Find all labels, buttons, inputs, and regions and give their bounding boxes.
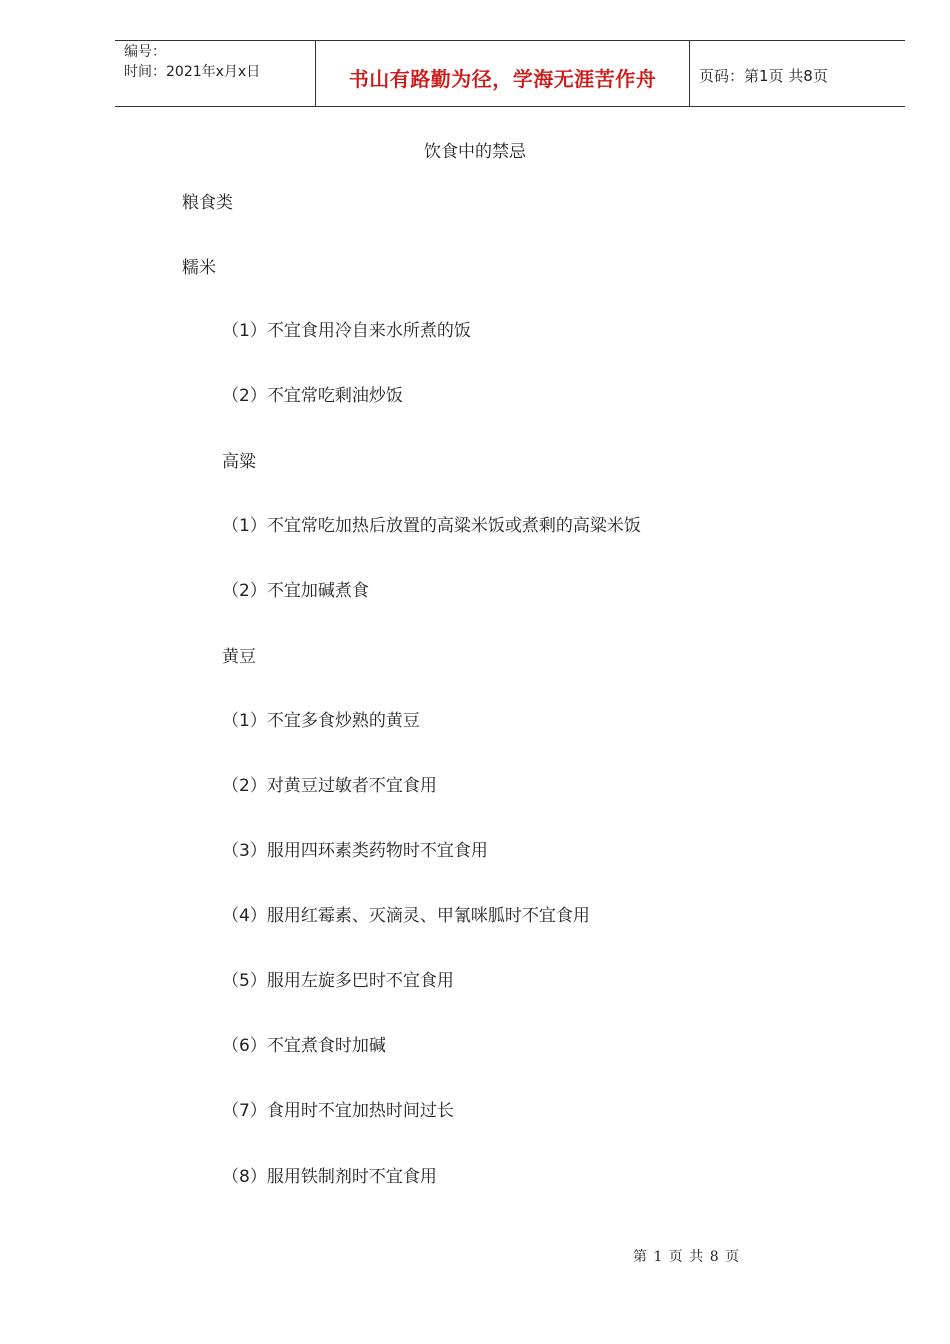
header-meta	[115, 41, 316, 106]
item-heading-sorghum: 高粱	[222, 452, 256, 472]
list-item: （2）不宜加碱煮食	[222, 581, 369, 601]
time-label: 时间：2021年x月x日	[124, 64, 261, 80]
document-title: 饮食中的禁忌	[424, 142, 526, 162]
list-item: （1）不宜多食炒熟的黄豆	[222, 711, 420, 731]
list-item: （2）不宜常吃剩油炒饭	[222, 386, 403, 406]
motto: 书山有路勤为径，学海无涯苦作舟	[348, 67, 657, 91]
list-item: （4）服用红霉素、灭滴灵、甲氰咪胍时不宜食用	[222, 906, 590, 926]
list-item: （6）不宜煮食时加碱	[222, 1036, 386, 1056]
page-info: 页码：第1页 共8页	[699, 67, 828, 85]
header-page-cell	[690, 41, 905, 106]
page-header	[115, 40, 905, 107]
page-footer: 第 1 页 共 8 页	[633, 1249, 741, 1265]
list-item: （1）不宜食用冷自来水所煮的饭	[222, 321, 471, 341]
list-item: （3）服用四环素类药物时不宜食用	[222, 841, 488, 861]
item-heading-glutinous-rice: 糯米	[182, 258, 216, 278]
item-heading-soybean: 黄豆	[222, 647, 256, 667]
number-label: 编号：	[124, 44, 166, 60]
list-item: （2）对黄豆过敏者不宜食用	[222, 776, 437, 796]
list-item: （1）不宜常吃加热后放置的高粱米饭或煮剩的高粱米饭	[222, 516, 641, 536]
list-item: （8）服用铁制剂时不宜食用	[222, 1167, 437, 1187]
header-motto-cell	[316, 41, 690, 106]
list-item: （7）食用时不宜加热时间过长	[222, 1101, 454, 1121]
section-heading-grains: 粮食类	[182, 193, 233, 213]
list-item: （5）服用左旋多巴时不宜食用	[222, 971, 454, 991]
